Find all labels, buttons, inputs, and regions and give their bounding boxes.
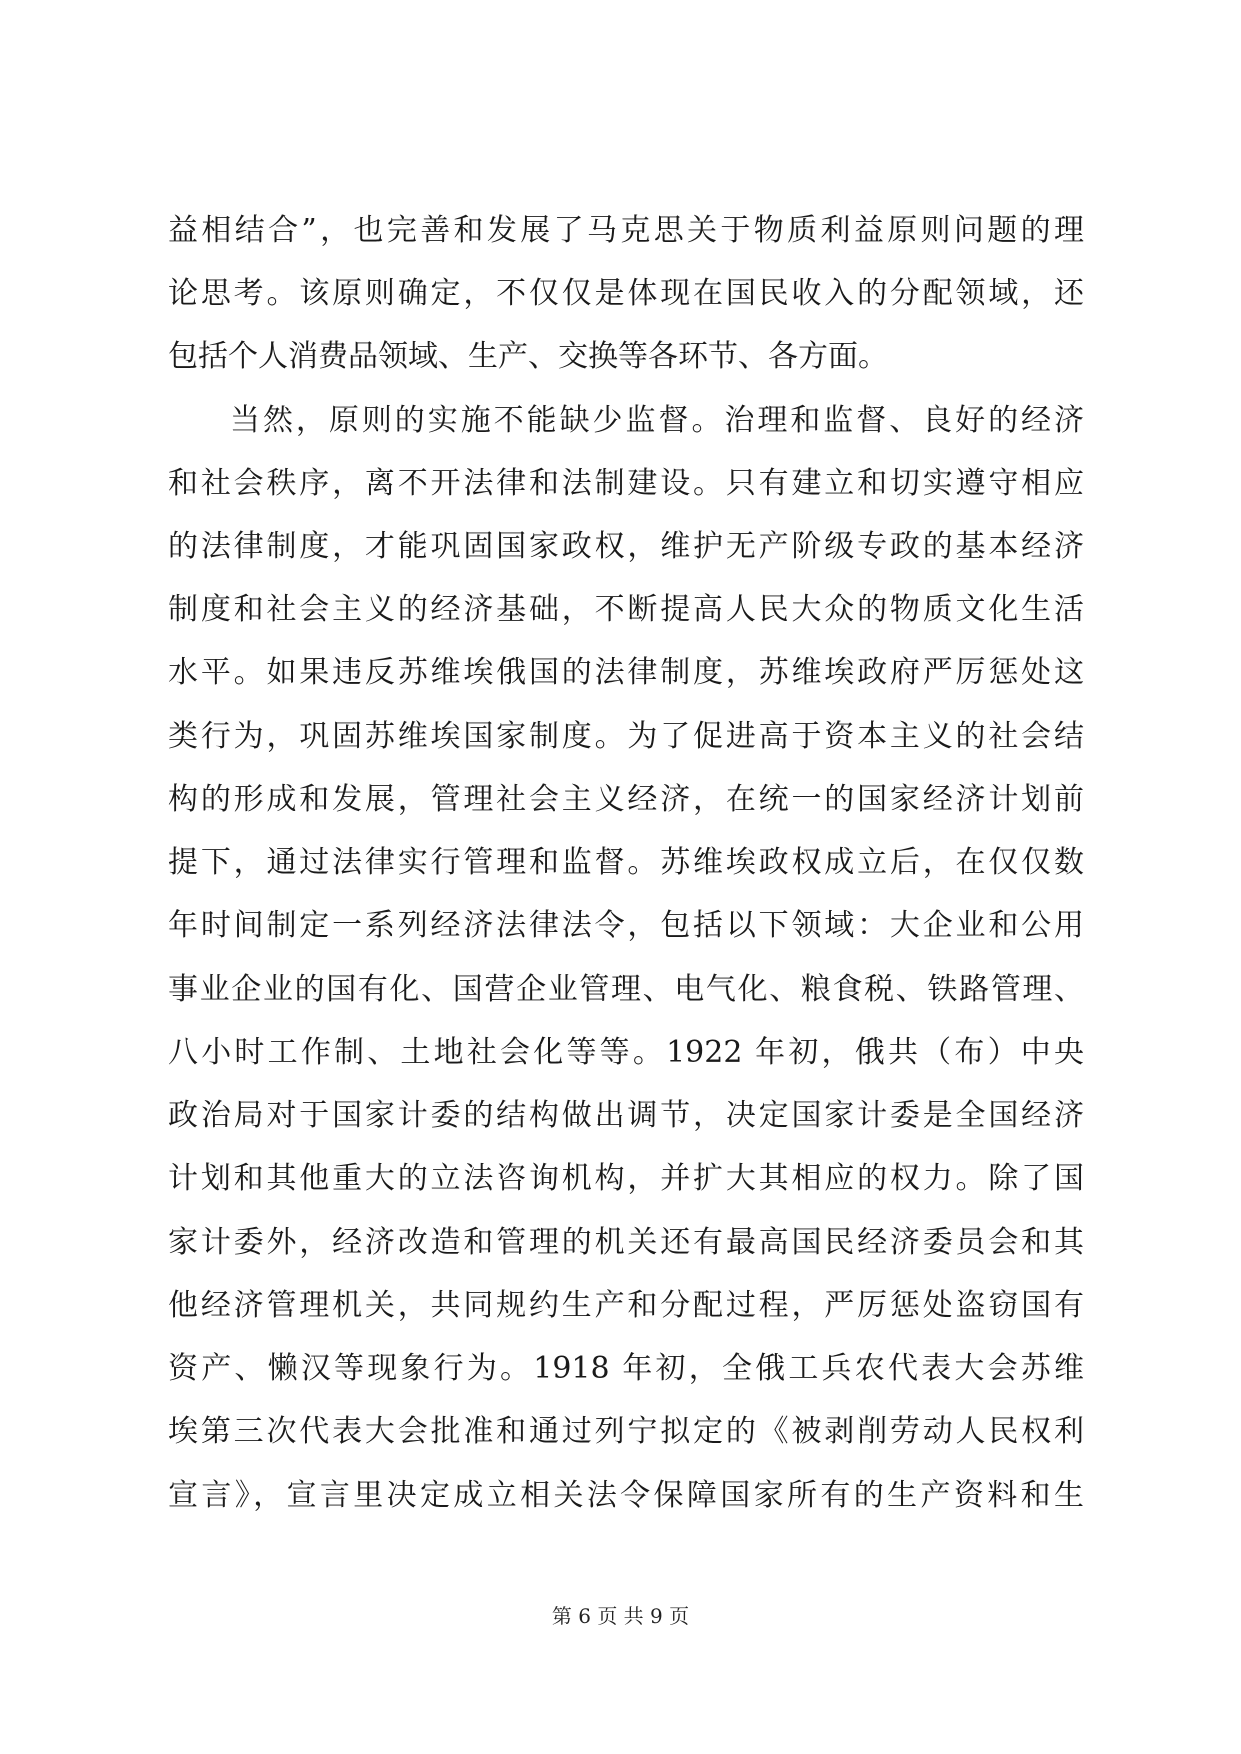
paragraph-line: 和社会秩序，离不开法律和法制建设。只有建立和切实遵守相应 xyxy=(168,466,1084,501)
paragraph-line: 政治局对于国家计委的结构做出调节，决定国家计委是全国经济 xyxy=(168,1098,1084,1133)
paragraph-line: 类行为，巩固苏维埃国家制度。为了促进高于资本主义的社会结 xyxy=(168,719,1084,754)
paragraph-line: 八小时工作制、土地社会化等等。1922 年初，俄共（布）中央 xyxy=(168,1035,1084,1070)
paragraph-line: 益相结合”，也完善和发展了马克思关于物质利益原则问题的理 xyxy=(168,213,1084,248)
paragraph-line: 宣言》，宣言里决定成立相关法令保障国家所有的生产资料和生 xyxy=(168,1478,1084,1513)
paragraph-line: 构的形成和发展，管理社会主义经济，在统一的国家经济计划前 xyxy=(168,782,1084,817)
paragraph-line: 家计委外，经济改造和管理的机关还有最高国民经济委员会和其 xyxy=(168,1225,1084,1260)
paragraph-line: 包括个人消费品领域、生产、交换等各环节、各方面。 xyxy=(168,339,888,374)
paragraph-line: 他经济管理机关，共同规约生产和分配过程，严厉惩处盗窃国有 xyxy=(168,1288,1084,1323)
page-number-footer: 第 6 页 共 9 页 xyxy=(551,1604,690,1628)
paragraph-line: 计划和其他重大的立法咨询机构，并扩大其相应的权力。除了国 xyxy=(168,1161,1084,1196)
paragraph-line: 资产、懒汉等现象行为。1918 年初，全俄工兵农代表大会苏维 xyxy=(168,1351,1084,1386)
paragraph-line: 事业企业的国有化、国营企业管理、电气化、粮食税、铁路管理、 xyxy=(168,972,1084,1007)
paragraph-line: 当然，原则的实施不能缺少监督。治理和监督、良好的经济 xyxy=(230,403,1084,438)
paragraph-line: 年时间制定一系列经济法律法令，包括以下领域：大企业和公用 xyxy=(168,908,1084,943)
paragraph-line: 提下，通过法律实行管理和监督。苏维埃政权成立后，在仅仅数 xyxy=(168,845,1084,880)
paragraph-line: 制度和社会主义的经济基础，不断提高人民大众的物质文化生活 xyxy=(168,592,1084,627)
paragraph-line: 论思考。该原则确定，不仅仅是体现在国民收入的分配领域，还 xyxy=(168,276,1084,311)
paragraph-line: 水平。如果违反苏维埃俄国的法律制度，苏维埃政府严厉惩处这 xyxy=(168,655,1084,690)
paragraph-line: 的法律制度，才能巩固国家政权，维护无产阶级专政的基本经济 xyxy=(168,529,1084,564)
paragraph-line: 埃第三次代表大会批准和通过列宁拟定的《被剥削劳动人民权利 xyxy=(168,1414,1084,1449)
